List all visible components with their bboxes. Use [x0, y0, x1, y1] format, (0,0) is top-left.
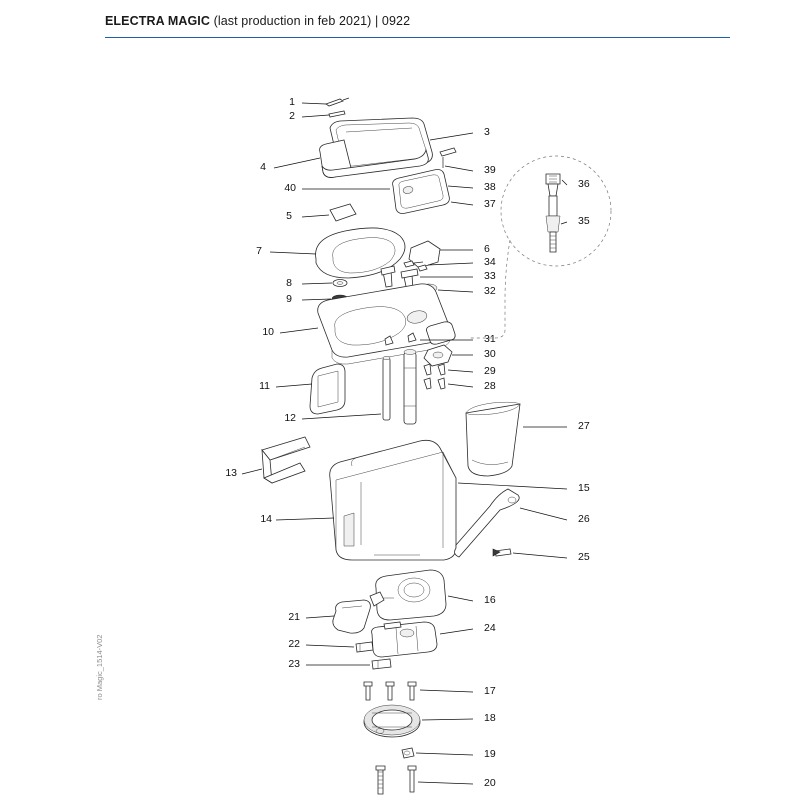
callout-12[interactable]: 12 — [284, 412, 296, 424]
callout-2[interactable]: 2 — [289, 110, 295, 122]
part-35-valve-stem — [546, 196, 560, 252]
part-22-clip — [356, 642, 373, 652]
part-18-flange-ring — [364, 705, 420, 737]
header-brand: ELECTRA MAGIC — [105, 14, 210, 28]
callout-30[interactable]: 30 — [484, 348, 496, 360]
side-caption: ro Magic_1514-V02 — [95, 634, 104, 700]
callout-28[interactable]: 28 — [484, 380, 496, 392]
part-36-valve-cap — [546, 174, 560, 196]
callout-34[interactable]: 34 — [484, 256, 496, 268]
part-24-pump-body — [372, 622, 437, 657]
part-16-pump-plate — [370, 570, 446, 620]
callout-31[interactable]: 31 — [484, 333, 496, 345]
callout-15[interactable]: 15 — [578, 482, 590, 494]
part-26-handle — [455, 489, 520, 557]
callout-6[interactable]: 6 — [484, 243, 490, 255]
part-8-ring — [333, 280, 347, 287]
callout-39[interactable]: 39 — [484, 164, 496, 176]
callout-35[interactable]: 35 — [578, 215, 590, 227]
callout-24[interactable]: 24 — [484, 622, 496, 634]
callout-9[interactable]: 9 — [286, 293, 292, 305]
callout-11[interactable]: 11 — [259, 380, 270, 392]
part-12-tubes — [383, 350, 416, 425]
callout-22[interactable]: 22 — [288, 638, 300, 650]
callout-23[interactable]: 23 — [288, 658, 300, 670]
callout-19[interactable]: 19 — [484, 748, 496, 760]
callout-33[interactable]: 33 — [484, 270, 496, 282]
part-38-control-housing — [393, 170, 450, 214]
callout-17[interactable]: 17 — [484, 685, 496, 697]
callout-29[interactable]: 29 — [484, 365, 496, 377]
part-28-screws — [424, 378, 445, 389]
part-23-clip — [372, 659, 391, 669]
callout-27[interactable]: 27 — [578, 420, 590, 432]
callout-36[interactable]: 36 — [578, 178, 590, 190]
part-14-tank-body — [330, 440, 456, 560]
callout-7[interactable]: 7 — [256, 245, 262, 257]
callout-21[interactable]: 21 — [288, 611, 300, 623]
part-39-pin — [440, 148, 456, 168]
callout-38[interactable]: 38 — [484, 181, 496, 193]
callout-26[interactable]: 26 — [578, 513, 590, 525]
callout-16[interactable]: 16 — [484, 594, 496, 606]
part-27-container — [466, 402, 520, 476]
callout-37[interactable]: 37 — [484, 198, 496, 210]
callout-32[interactable]: 32 — [484, 285, 496, 297]
callout-20[interactable]: 20 — [484, 777, 496, 789]
callout-18[interactable]: 18 — [484, 712, 496, 724]
part-17-screws — [364, 682, 416, 700]
callout-3[interactable]: 3 — [484, 126, 490, 138]
callout-8[interactable]: 8 — [286, 277, 292, 289]
part-1-pin — [326, 98, 349, 106]
part-25-pin — [493, 549, 511, 556]
callout-10[interactable]: 10 — [262, 326, 274, 338]
part-13-handle-bracket — [262, 437, 310, 483]
callout-25[interactable]: 25 — [578, 551, 590, 563]
part-30-plate — [424, 345, 452, 366]
callout-40[interactable]: 40 — [284, 182, 296, 194]
callout-13[interactable]: 13 — [225, 467, 237, 479]
callout-14[interactable]: 14 — [260, 513, 272, 525]
callout-1[interactable]: 1 — [289, 96, 295, 108]
part-5-flap — [330, 204, 356, 221]
part-11-side-cover — [310, 364, 345, 414]
part-2-clip — [329, 111, 345, 117]
callout-5[interactable]: 5 — [286, 210, 292, 222]
part-19-nut — [402, 748, 414, 758]
header-subtitle: (last production in feb 2021) | 0922 — [213, 14, 411, 28]
part-21-cover — [333, 600, 371, 633]
callout-4[interactable]: 4 — [260, 161, 266, 173]
part-20-long-screws — [376, 766, 416, 794]
